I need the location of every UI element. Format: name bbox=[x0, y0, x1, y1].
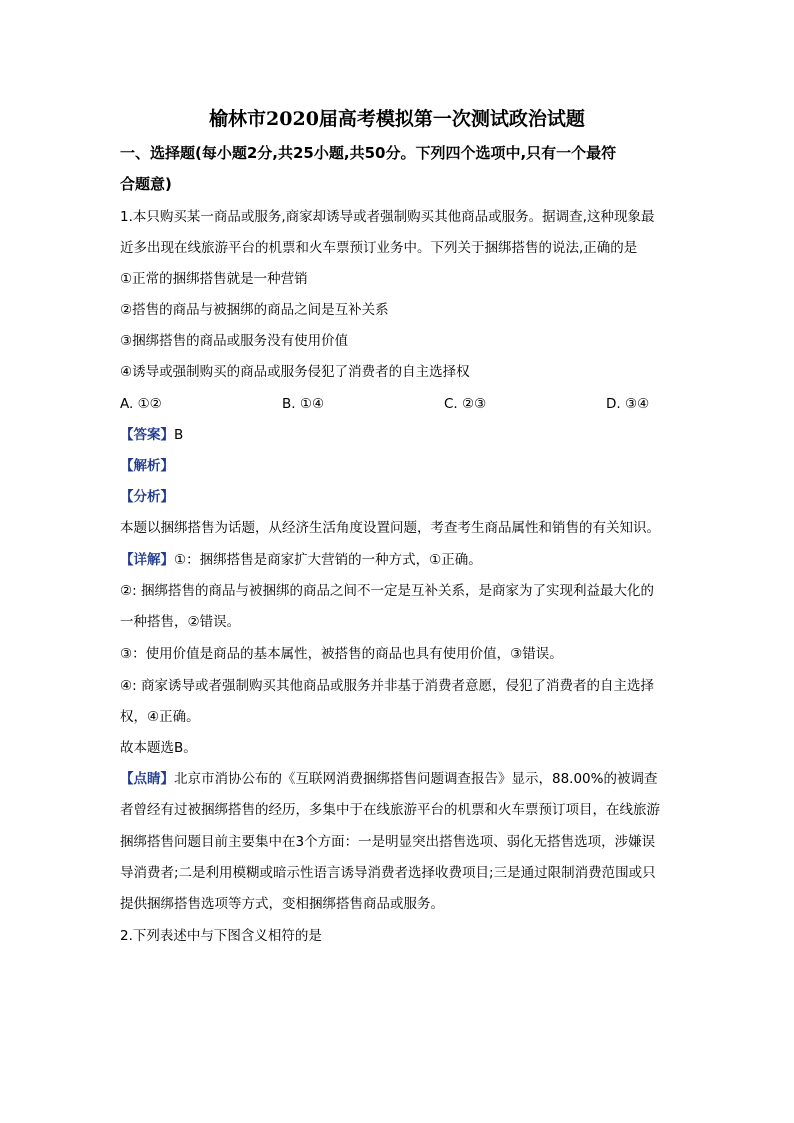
fenxi-text: 本题以捆绑搭售为话题，从经济生活角度设置问题，考查考生商品属性和销售的有关知识。 bbox=[120, 520, 660, 536]
question-1-item-3: ③捆绑搭售的商品或服务没有使用价值 bbox=[120, 333, 349, 349]
question-1-options bbox=[120, 395, 680, 413]
fenxi-line bbox=[120, 488, 680, 506]
answer-tag: 【答案】 bbox=[120, 427, 174, 443]
dianjing-line-1 bbox=[120, 770, 680, 788]
analysis-line bbox=[120, 457, 680, 475]
dianjing-line-5: 提供捆绑搭售选项等方式，变相捆绑搭售商品或服务。 bbox=[120, 896, 444, 912]
option-d: D. ③④ bbox=[606, 396, 650, 412]
question-1-item-2: ②搭售的商品与被捆绑的商品之间是互补关系 bbox=[120, 302, 389, 318]
option-b: B. ①④ bbox=[282, 396, 325, 412]
dianjing-line-2: 者曾经有过被捆绑搭售的经历，多集中于在线旅游平台的机票和火车票预订项目，在线旅游 bbox=[120, 802, 660, 818]
analysis-tag: 【解析】 bbox=[120, 458, 174, 474]
detail-2-line-2: 一种搭售，②错误。 bbox=[120, 614, 241, 630]
dianjing-1-text: 北京市消协公布的《互联网消费捆绑搭售问题调查报告》显示，88.00%的被调查 bbox=[174, 771, 658, 787]
detail-1-text: ①：捆绑搭售是商家扩大营销的一种方式，①正确。 bbox=[174, 552, 482, 568]
answer-line bbox=[120, 426, 680, 444]
section-header-line-1: 一、选择题(每小题2分,共25小题,共50分。下列四个选项中,只有一个最符 bbox=[120, 144, 617, 162]
option-a: A. ①② bbox=[120, 396, 162, 412]
conclusion: 故本题选B。 bbox=[120, 740, 197, 756]
question-1-stem-line-2: 近多出现在线旅游平台的机票和火车票预订业务中。下列关于捆绑搭售的说法,正确的是 bbox=[120, 240, 638, 256]
detail-3: ③：使用价值是商品的基本属性，被搭售的商品也具有使用价值，③错误。 bbox=[120, 646, 563, 662]
option-c: C. ②③ bbox=[444, 396, 487, 412]
fenxi-tag: 【分析】 bbox=[120, 489, 174, 505]
detail-4-line-1: ④: 商家诱导或者强制购买其他商品或服务并非基于消费者意愿，侵犯了消费者的自主选择 bbox=[120, 678, 654, 694]
answer-value: B bbox=[174, 427, 184, 443]
question-2-stem: 2.下列表述中与下图含义相符的是 bbox=[120, 928, 322, 944]
section-header-line-2: 合题意) bbox=[120, 175, 172, 193]
dianjing-line-4: 导消费者;二是利用模糊或暗示性语言诱导消费者选择收费项目;三是通过限制消费范围或只 bbox=[120, 865, 656, 881]
detail-line-1 bbox=[120, 551, 680, 569]
detail-tag: 【详解】 bbox=[120, 552, 174, 568]
detail-4-line-2: 权，④正确。 bbox=[120, 709, 200, 725]
detail-2-line-1: ②: 捆绑搭售的商品与被捆绑的商品之间不一定是互补关系，是商家为了实现利益最大化的 bbox=[120, 583, 654, 599]
page-title: 榆林市2020届高考模拟第一次测试政治试题 bbox=[209, 108, 585, 130]
question-1-item-4: ④诱导或强制购买的商品或服务侵犯了消费者的自主选择权 bbox=[120, 364, 470, 380]
question-1-item-1: ①正常的捆绑搭售就是一种营销 bbox=[120, 271, 308, 287]
dianjing-line-3: 捆绑搭售问题目前主要集中在3个方面：一是明显突出搭售选项、弱化无搭售选项，涉嫌误 bbox=[120, 834, 656, 850]
question-1-stem-line-1: 1.本只购买某一商品或服务,商家却诱导或者强制购买其他商品或服务。据调查,这种现象最 bbox=[120, 209, 655, 225]
dianjing-tag: 【点睛】 bbox=[120, 771, 174, 787]
